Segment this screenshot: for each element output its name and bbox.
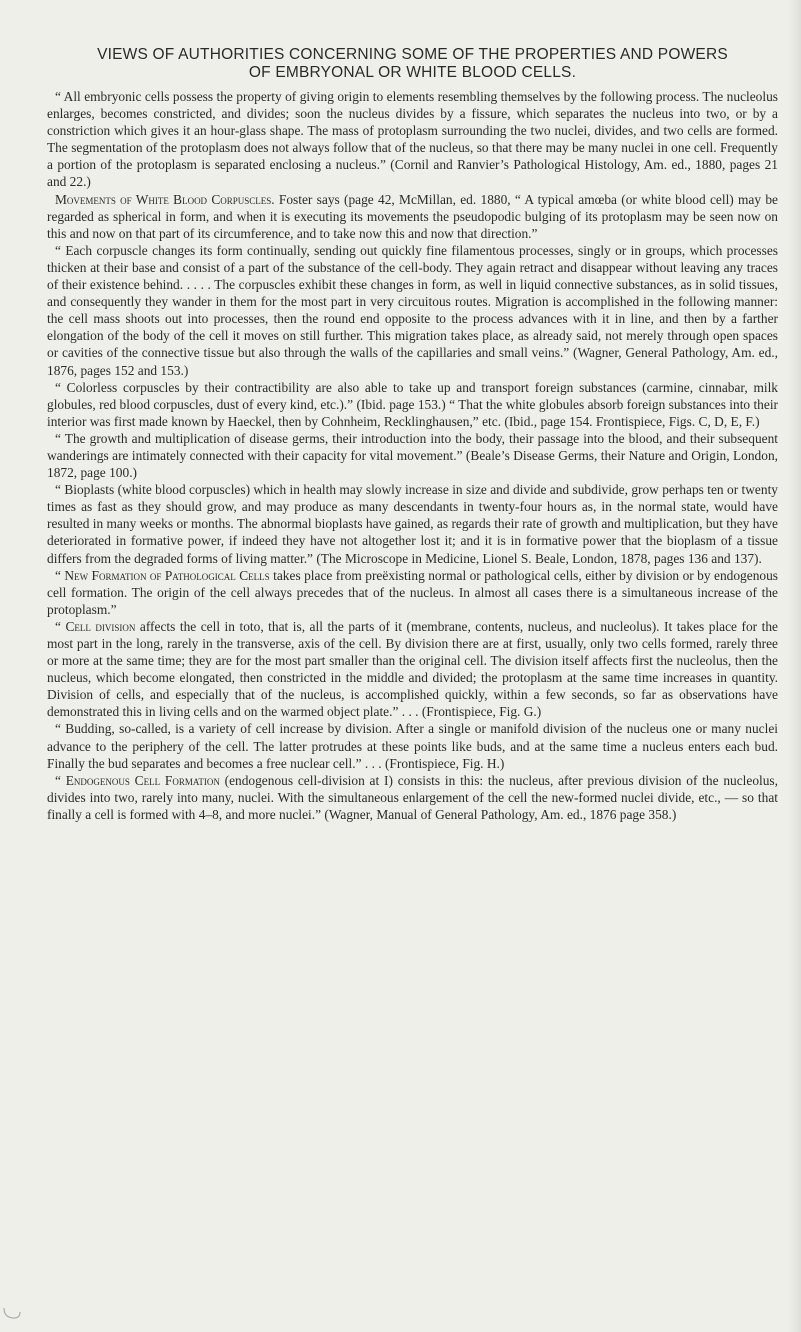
paragraph-text: (endogenous cell-division at I) consists in this: the nucleus, after previous division of the nucleolus, divides into two, rarely into many, nuclei. With the simultaneous enlargement of the cell the new-formed nuclei divide, etc., — so that finally a cell is formed with 4–8, and more nuclei.” (Wagner, Manual of General Pathology, Am. ed., 1876 page 358.) (47, 772, 778, 822)
paragraph-movements (47, 191, 778, 242)
paragraph-text: “ Bioplasts (white blood corpuscles) which in health may slowly increase in size and divide and subdivide, grow perhaps ten or twenty times as fast as they should grow, and may produce as many descendants in twenty-four hours as, in the normal state, would have resulted in many weeks or months. The abnormal bioplasts have gained, as regards their rate of growth and multiplication, but they have deteriorated in formative power, if indeed they have not altogether lost it; and it is in formative power that the bioplasm of a tissue differs from the degraded forms of living matter.” (The Microscope in Medicine, Lionel S. Beale, London, 1878, pages 136 and 137). (47, 482, 778, 566)
paragraph-bioplasts (47, 481, 778, 566)
paragraph-corpuscle-form (47, 242, 778, 379)
paragraph-embryonic-cells (47, 88, 778, 191)
paragraph-text: Foster says (page 42, McMillan, ed. 1880, “ A typical amœba (or white blood cell) may be regarded as spherical in form, and when it is executing its movements the pseudopodic bulging of its protoplasm may be seen now on this and now on that part of its circumference, and to take now this and now that direction.” (47, 191, 778, 241)
paragraph-heading: Movements of White Blood Corpuscles. (55, 191, 275, 207)
paragraph-colorless-corpuscles (47, 379, 778, 430)
document-body (47, 88, 778, 823)
paragraph-heading: “ Endogenous Cell Formation (55, 772, 220, 788)
paragraph-text: “ Each corpuscle changes its form continually, sending out quickly fine filamentous processes, singly or in groups, which processes thicken at their base and consist of a part of the substance of the cell-body. They again retract and disappear without leaving any traces of their existence behind. . . . . The corpuscles exhibit these changes in form, as well in liquid connective substances, as in solid tissues, and consequently they wander in them for the most part in very circuitous routes. Migration is accomplished in the following manner: the cell mass shoots out into processes, then the round end opposite to the process advances with it in line, and then by a farther elongation of the body of the cell it moves on still further. This migration takes place, as already said, not merely through open spaces or cavities of the connective tissue but also through the walls of the capillaries and small veins.” (Wagner, General Pathology, Am. ed., 1876, pages 152 and 153.) (47, 242, 778, 378)
paragraph-heading: “ Cell division (55, 618, 136, 634)
paragraph-text: “ Budding, so-called, is a variety of cell increase by division. After a single or manifold division of the nucleus one or many nuclei advance to the periphery of the cell. The latter protrudes at these points like buds, and at the same time a nucleus enters each bud. Finally the bud separates and becomes a free nuclear cell.” . . . (Frontispiece, Fig. H.) (47, 721, 778, 771)
paragraph-endogenous (47, 772, 778, 823)
paragraph-text: “ All embryonic cells possess the property of giving origin to elements resembling themselves by the following process. The nucleolus enlarges, becomes constricted, and divides; soon the nucleus divides by a fissure, which separates the nucleus into two, or by a constriction which gives it an hour-glass shape. The mass of protoplasm surrounding the two nuclei, divides, and two cells are formed. The segmentation of the protoplasm does not always follow that of the nucleus, so that there may be many nuclei in one cell. Frequently a portion of the protoplasm is separated enclosing a nucleus.” (Cornil and Ranvier’s Pathological Histology, Am. ed., 1880, pages 21 and 22.) (47, 89, 778, 190)
corner-curl-icon (2, 1306, 24, 1322)
paragraph-text: “ Colorless corpuscles by their contractibility are also able to take up and transport foreign substances (carmine, cinnabar, milk globules, red blood corpuscles, dust of every kind, etc.).” (Ibid. page 153.) “ That the white globules absorb foreign substances into their interior was first made known by Haeckel, then by Cohnheim, Recklinghausen,” etc. (Ibid., page 154. Frontispiece, Figs. C, D, E, F.) (47, 379, 778, 429)
paragraph-new-formation (47, 567, 778, 618)
scan-corner-mark-icon (2, 1306, 24, 1322)
page-title-line-1: VIEWS OF AUTHORITIES CONCERNING SOME OF THE PROPERTIES AND POWERS (97, 46, 728, 63)
page-title-line-2: OF EMBRYONAL OR WHITE BLOOD CELLS. (248, 64, 577, 81)
paragraph-text: takes place from preëxisting normal or pathological cells, either by division or by endogenous cell formation. The origin of the cell always precedes that of the nucleus. In almost all cases there is a simultaneous increase of the protoplasm.” (47, 567, 778, 617)
page-content (47, 46, 778, 823)
paragraph-budding (47, 720, 778, 771)
page-edge-shadow (787, 0, 801, 1332)
paragraph-cell-division (47, 618, 778, 721)
paragraph-heading: “ New Formation of Pathological Cells (55, 567, 270, 583)
page-title (47, 46, 778, 82)
paragraph-text: affects the cell in toto, that is, all the parts of it (membrane, contents, nucleus, and nucleolus). It takes place for the most part in the long, rarely in the transverse, axis of the cell. By division there are at first, usually, only two cells formed, rarely three or more at the same time; they are for the most part smaller than the original cell. The division itself affects first the nucleolus, then the nucleus, which become elongated, then constricted in the middle and divided; the protoplasm at the same time increases in quantity. Division of cells, and especially that of the nucleus, is accomplished quickly, within a few seconds, so far as observations have demonstrated this in living cells and on the warmed object plate.” . . . (Frontispiece, Fig. G.) (47, 618, 778, 720)
paragraph-disease-germs (47, 430, 778, 481)
paragraph-text: “ The growth and multiplication of disease germs, their introduction into the body, their passage into the blood, and their subsequent wanderings are intimately connected with their capacity for vital movement.” (Beale’s Disease Germs, their Nature and Origin, London, 1872, page 100.) (47, 430, 778, 481)
